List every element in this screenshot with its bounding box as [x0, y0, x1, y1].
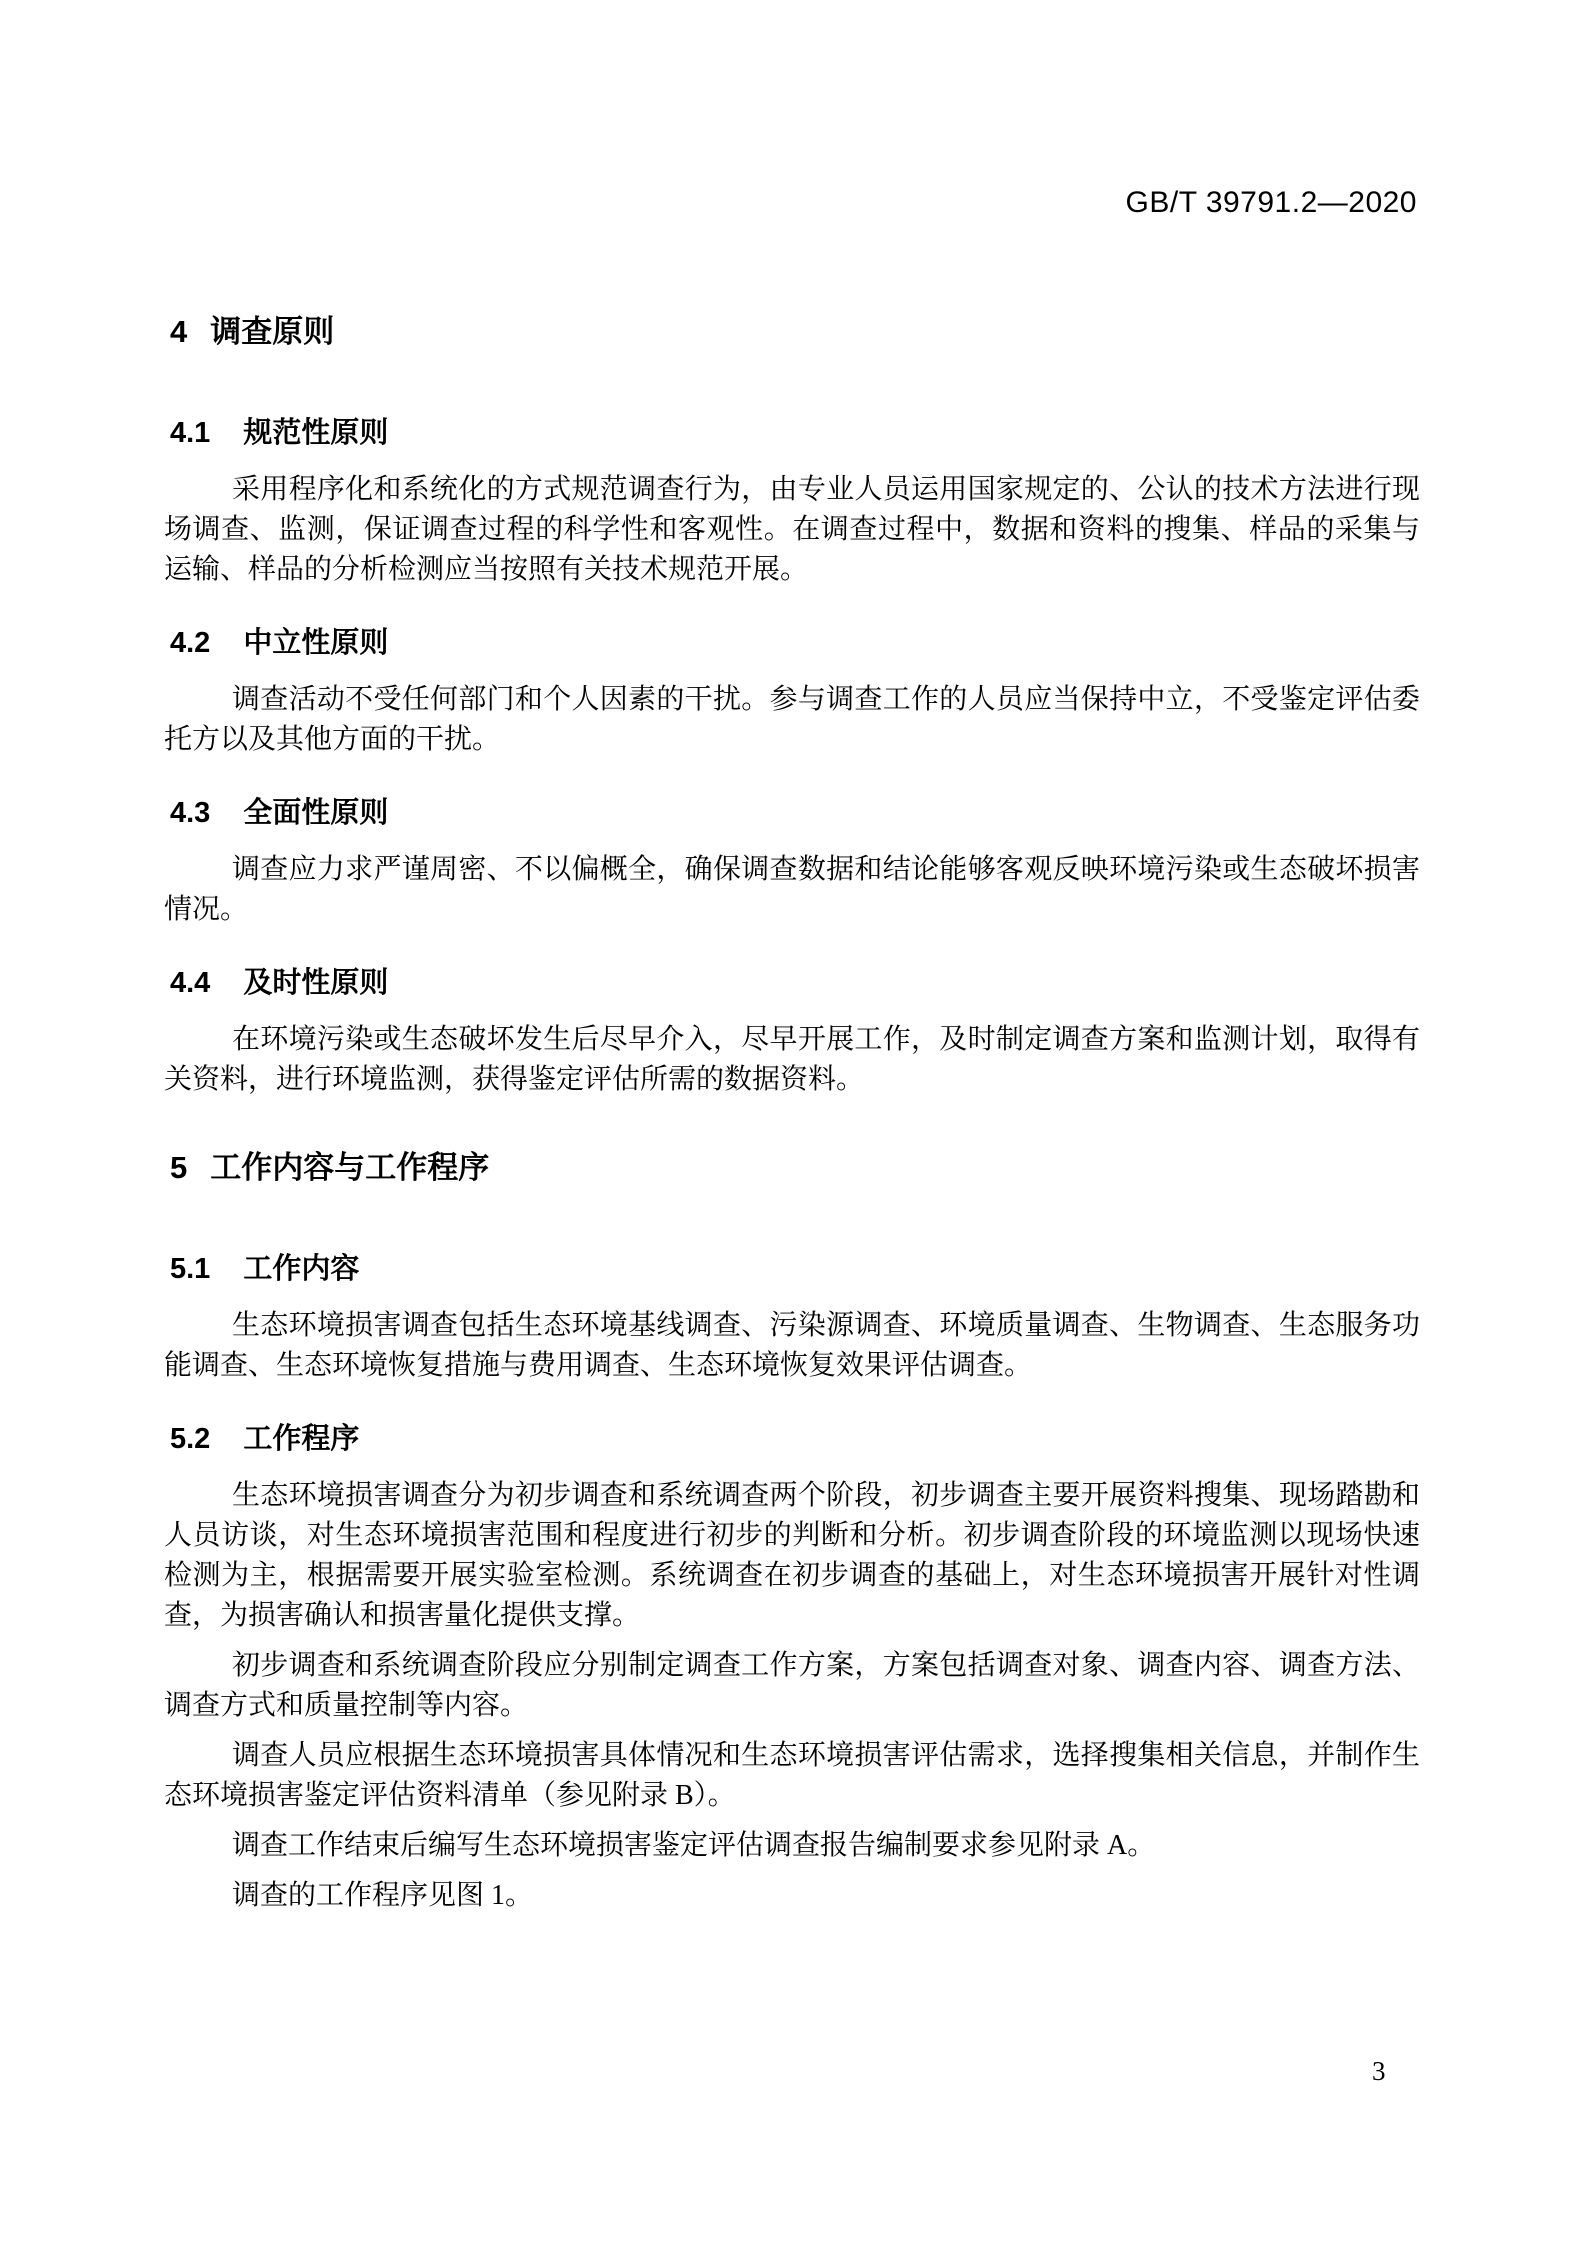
subsection-title: 及时性原则 [243, 967, 389, 999]
paragraph: 调查活动不受任何部门和个人因素的干扰。参与调查工作的人员应当保持中立，不受鉴定评估委托方以及其他方面的干扰。 [164, 684, 1420, 755]
subsection-number: 4.4 [170, 967, 211, 999]
section-title: 调查原则 [210, 314, 335, 349]
standard-code-header: GB/T 39791.2—2020 [1125, 186, 1417, 219]
paragraph: 生态环境损害调查包括生态环境基线调查、污染源调查、环境质量调查、生物调查、生态服务功能调查、生态环境恢复措施与费用调查、生态环境恢复效果评估调查。 [164, 1310, 1420, 1381]
subsection-number: 4.1 [170, 417, 211, 449]
paragraph: 调查工作结束后编写生态环境损害鉴定评估调查报告编制要求参见附录 A。 [232, 1830, 1156, 1861]
paragraph: 采用程序化和系统化的方式规范调查行为，由专业人员运用国家规定的、公认的技术方法进行现场调查、监测，保证调查过程的科学性和客观性。在调查过程中，数据和资料的搜集、样品的采集与运输、样品的分析检测应当按照有关技术规范开展。 [164, 474, 1420, 585]
subsection-number: 4.3 [170, 797, 211, 829]
subsection-number: 4.2 [170, 627, 211, 659]
document-body [164, 0, 1420, 1926]
paragraph: 在环境污染或生态破坏发生后尽早介入，尽早开展工作，及时制定调查方案和监测计划，取得有关资料，进行环境监测，获得鉴定评估所需的数据资料。 [164, 1024, 1420, 1095]
subsection-title: 工作程序 [243, 1423, 360, 1455]
subsection-number: 5.1 [170, 1253, 211, 1285]
subsection-heading-5-1 [164, 1248, 1420, 1290]
subsection-heading-4-4 [164, 962, 1420, 1004]
subsection-number: 5.2 [170, 1423, 211, 1455]
page-number: 3 [1372, 2056, 1386, 2086]
paragraph: 生态环境损害调查分为初步调查和系统调查两个阶段，初步调查主要开展资料搜集、现场踏勘和人员访谈，对生态环境损害范围和程度进行初步的判断和分析。初步调查阶段的环境监测以现场快速检测为主，根据需要开展实验室检测。系统调查在初步调查的基础上，对生态环境损害开展针对性调查，为损害确认和损害量化提供支撑。 [164, 1480, 1420, 1631]
section-number: 4 [170, 314, 188, 349]
section-heading-5 [164, 1146, 1420, 1190]
section-number: 5 [170, 1150, 188, 1185]
section-heading-4 [164, 310, 1420, 354]
paragraph: 调查的工作程序见图 1。 [232, 1880, 534, 1911]
subsection-title: 全面性原则 [243, 797, 389, 829]
subsection-title: 工作内容 [243, 1253, 360, 1285]
subsection-heading-4-3 [164, 792, 1420, 834]
subsection-heading-4-1 [164, 412, 1420, 454]
subsection-title: 中立性原则 [243, 627, 389, 659]
subsection-heading-4-2 [164, 622, 1420, 664]
subsection-title: 规范性原则 [243, 417, 389, 449]
subsection-heading-5-2 [164, 1418, 1420, 1460]
paragraph: 调查人员应根据生态环境损害具体情况和生态环境损害评估需求，选择搜集相关信息，并制作生态环境损害鉴定评估资料清单（参见附录 B）。 [164, 1740, 1420, 1811]
section-title: 工作内容与工作程序 [210, 1150, 490, 1185]
paragraph: 调查应力求严谨周密、不以偏概全，确保调查数据和结论能够客观反映环境污染或生态破坏损害情况。 [164, 854, 1420, 925]
paragraph: 初步调查和系统调查阶段应分别制定调查工作方案，方案包括调查对象、调查内容、调查方法、调查方式和质量控制等内容。 [164, 1650, 1420, 1721]
